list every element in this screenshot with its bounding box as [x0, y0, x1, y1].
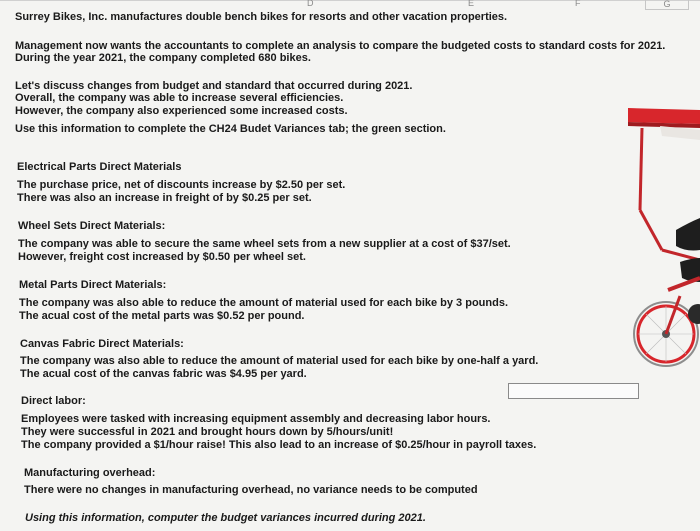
- canvas-heading: Canvas Fabric Direct Materials:: [20, 338, 184, 350]
- labor-heading: Direct labor:: [21, 395, 86, 407]
- closing-instruction: Using this information, computer the budget variances incurred during 2021.: [25, 512, 426, 524]
- electrical-heading: Electrical Parts Direct Materials: [17, 161, 182, 173]
- column-header-row: [0, 0, 700, 10]
- column-header-d[interactable]: D: [307, 0, 314, 8]
- labor-line-2: They were successful in 2021 and brought hours down by 5/hours/unit!: [21, 426, 394, 438]
- wheel-line-1: The company was able to secure the same wheel sets from a new supplier at a cost of $37/set.: [18, 238, 511, 250]
- surrey-bike-image: [620, 100, 700, 390]
- discussion-line-2: Overall, the company was able to increase several efficiencies.: [15, 92, 344, 104]
- overhead-heading: Manufacturing overhead:: [24, 467, 156, 479]
- intro-line-1: Surrey Bikes, Inc. manufactures double bench bikes for resorts and other vacation properties.: [15, 11, 508, 23]
- labor-line-3: The company provided a $1/hour raise! This also lead to an increase of $0.25/hour in payroll taxes.: [21, 439, 537, 451]
- metal-heading: Metal Parts Direct Materials:: [19, 279, 167, 291]
- column-header-e[interactable]: E: [468, 0, 475, 8]
- column-header-f[interactable]: F: [575, 0, 581, 8]
- intro-line-3: During the year 2021, the company completed 680 bikes.: [15, 52, 311, 64]
- metal-line-2: The acual cost of the metal parts was $0.52 per pound.: [19, 310, 305, 322]
- discussion-line-1: Let's discuss changes from budget and standard that occurred during 2021.: [15, 80, 413, 92]
- electrical-line-2: There was also an increase in freight of by $0.25 per set.: [17, 192, 312, 204]
- electrical-line-1: The purchase price, net of discounts increase by $2.50 per set.: [17, 179, 346, 191]
- discussion-line-4: Use this information to complete the CH24 Budet Variances tab; the green section.: [15, 123, 446, 135]
- metal-line-1: The company was also able to reduce the amount of material used for each bike by 3 pounds.: [19, 297, 509, 309]
- wheel-heading: Wheel Sets Direct Materials:: [18, 220, 166, 232]
- discussion-line-3: However, the company also experienced some increased costs.: [15, 105, 348, 117]
- canvas-line-1: The company was also able to reduce the amount of material used for each bike by one-half a yard.: [20, 355, 539, 367]
- wheel-line-2: However, freight cost increased by $0.50 per wheel set.: [18, 251, 306, 263]
- intro-line-2: Management now wants the accountants to complete an analysis to compare the budgeted costs to standard costs for 2021.: [15, 40, 666, 52]
- column-header-g[interactable]: G: [645, 0, 689, 10]
- labor-line-1: Employees were tasked with increasing equipment assembly and decreasing labor hours.: [21, 413, 491, 425]
- canvas-line-2: The acual cost of the canvas fabric was $4.95 per yard.: [20, 368, 307, 380]
- overhead-line-1: There were no changes in manufacturing overhead, no variance needs to be computed: [24, 484, 478, 496]
